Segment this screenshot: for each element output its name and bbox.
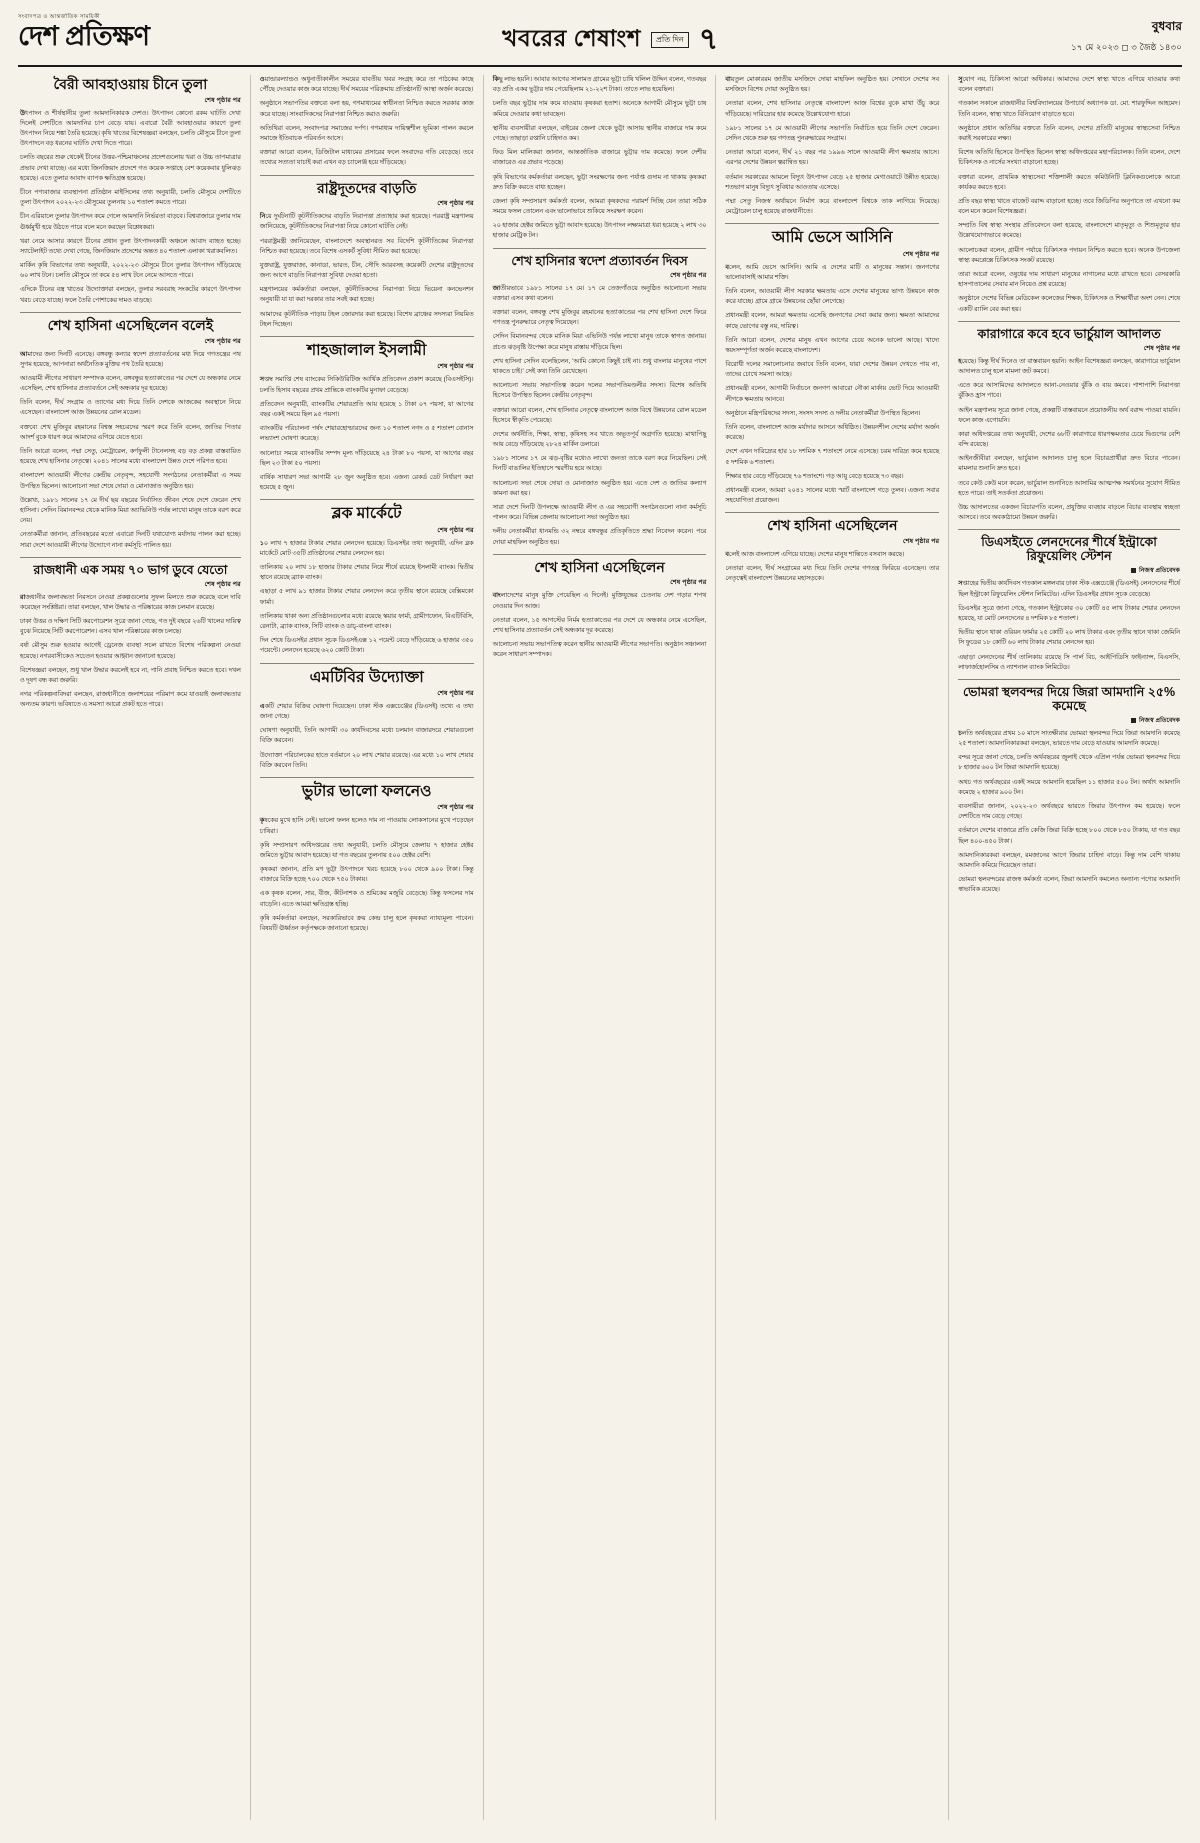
column-2 <box>251 75 484 1820</box>
divider <box>20 557 241 558</box>
weekday: বুধবার <box>1151 19 1182 33</box>
article-paragraph: ঘোষণা অনুযায়ী, তিনি আগামী ৩০ কার্যদিবসের মধ্যে চলমান বাজারদরে শেয়ারগুলো বিক্রি করবেন। <box>259 727 474 745</box>
article-paragraph: বক্তারা বলেন, বঙ্গবন্ধু শেখ মুজিবুর রহমানের হত্যাকাণ্ডের পর শেখ হাসিনা দেশে ফিরে গণতন্ত্র পুনরুদ্ধারে নেতৃত্ব দিয়েছেন। <box>492 309 707 327</box>
column-1 <box>18 75 251 1820</box>
article-byline: শেষ পৃষ্ঠার পর <box>204 337 241 345</box>
brand-subtitle: সংবাদপত্র ও আন্তর্জাতিক সাময়িকী <box>18 14 100 20</box>
article-paragraph: উদ্যোক্তা পরিচালকের হাতে বর্তমানে ২০ লাখ শেয়ার রয়েছে। এর মধ্যে ১০ লাখ শেয়ার বিক্রি করবেন তিনি। <box>259 751 474 769</box>
masthead <box>18 14 1182 67</box>
article-paragraph: খরা নেমে আসার কারণে চীনের প্রধান তুলা উৎপাদনকারী অঞ্চলে আবাদ ব্যাহত হচ্ছে। স্যাটেলাইট তথ্যে দেখা গেছে, জিনজিয়াং প্রদেশের অন্তত ৪০ শতাংশ এলাকা খরাকবলিত। <box>20 237 241 255</box>
article-paragraph: ব্যবসায়ীরা জানান, ২০২২-২৩ অর্থবছরে ভারতে জিরার উৎপাদন কম হয়েছে। ফলে দেশটিতে দাম বেড়ে গেছে। <box>958 803 1180 821</box>
article-paragraph: উল্লেখ্য, ১৯৮১ সালের ১৭ মে দীর্ঘ ছয় বছরের নির্বাসিত জীবন শেষে দেশে ফেরেন শেখ হাসিনা। সেদিন বিমানবন্দর থেকে মানিক মিয়া অ্যাভিনিউ পর্যন্ত লাখো মানুষ তাকে বরণ করে নেয়। <box>20 496 241 525</box>
article-paragraph: তিনি আরো বলেন, দেশের মানুষ এখন আগের চেয়ে অনেক ভালো আছে। খাদ্যে স্বয়ংসম্পূর্ণতা অর্জন করেছে বাংলাদেশ। <box>725 336 940 354</box>
article-paragraph: বর্ষা মৌসুম শুরু হওয়ার আগেই ড্রেনেজ ব্যবস্থা সচল রাখতে বিশেষ পরিকল্পনা নেওয়া হয়েছে। নগরবাসীকেও সচেতন হওয়ার আহ্বান জানানো হয়েছে। <box>20 642 241 660</box>
article-paragraph: পদ্মা সেতু নিজস্ব অর্থায়নে নির্মাণ করে বাংলাদেশ বিশ্বকে তাক লাগিয়ে দিয়েছে। মেট্রোরেল চালু হয়েছে রাজধানীতে। <box>725 197 940 216</box>
article-paragraph: বক্তারা বলেন, প্রাথমিক স্বাস্থ্যসেবা শক্তিশালী করতে কমিউনিটি ক্লিনিকগুলোকে আরো কার্যকর করতে হবে। <box>958 173 1180 191</box>
article-paragraph: বিরোধী দলের সমালোচনার জবাবে তিনি বলেন, যারা দেশের উন্নয়ন দেখতে পায় না, তাদের চোখে সমস্যা আছে। <box>725 361 940 379</box>
article-paragraph: আলোচকরা বলেন, গ্রামীণ পর্যায়ে চিকিৎসক পদায়ন নিশ্চিত করতে হবে। অনেক উপজেলা স্বাস্থ্য কমপ্লেক্সে চিকিৎসক সংকট রয়েছে। <box>958 246 1180 264</box>
article-headline[interactable]: আমি ভেসে আসিনি <box>772 229 893 247</box>
divider <box>260 777 474 778</box>
article-paragraph: ভোমরা স্থলবন্দরের রাজস্ব কর্মকর্তা বলেন, জিরা আমদানি কমলেও অন্যান্য পণ্যের আমদানি স্বাভাবিক রয়েছে। <box>958 876 1180 894</box>
column-5 <box>949 75 1182 1820</box>
article-paragraph: নিয়ে দুর্ঘটনাটি কূটনীতিকদের বাড়তি নিরাপত্তা প্রত্যাহার করা হয়েছে। পররাষ্ট্র মন্ত্রণালয় জানিয়েছে, কূটনীতিকদের নিরাপত্তা নিয়ে কোনো ঘাটতি নেই। <box>259 213 474 231</box>
article-paragraph: কৃষি কর্মকর্তারা বলছেন, সরকারিভাবে ক্রয় কেন্দ্র চালু হলে কৃষকরা ন্যায্যমূল্য পাবেন। বিষয়টি ঊর্ধ্বতন কর্তৃপক্ষকে জানানো হয়েছে। <box>259 914 474 933</box>
page-number: ৭ <box>698 23 719 56</box>
divider <box>958 679 1180 680</box>
article-paragraph: হয়েছে। কিন্তু দীর্ঘ দিনেও তা বাস্তবায়ন হয়নি। আইন বিশেষজ্ঞরা বলছেন, কারাগারে ভার্চুয়াল আদালত চালু হলে মামলা জট কমবে। <box>958 357 1180 375</box>
article-paragraph: তারা আরো বলেন, ওষুধের দাম সাধারণ মানুষের নাগালের মধ্যে রাখতে হবে। বেসরকারি হাসপাতালের সেবার মান নিয়েও প্রশ্ন রয়েছে। <box>958 271 1180 289</box>
article-paragraph: বায়তুল মোকাররম জাতীয় মসজিদে দোয়া মাহফিল অনুষ্ঠিত হয়। সেখানে দেশের সব মসজিদে বিশেষ দোয়া অনুষ্ঠিত হয়। <box>725 76 940 94</box>
section-header <box>502 20 718 59</box>
article-headline[interactable]: এমটিবির উদ্যোক্তা <box>309 668 424 686</box>
brand-name: দেশ প্রতিক্ষণ <box>18 21 150 51</box>
article-paragraph: বার্ষিক সাধারণ সভা আগামী ২৮ জুন অনুষ্ঠিত হবে। এজন্য রেকর্ড ডেট নির্ধারণ করা হয়েছে ৫ জুন। <box>259 473 474 492</box>
article-byline: শেষ পৃষ্ঠার পর <box>437 804 474 812</box>
section-title: খবরের শেষাংশ <box>502 25 641 51</box>
article-paragraph: আমদানিকারকরা বলছেন, রমজানের আগে জিরার চাহিদা বাড়ে। কিন্তু দাম বেশি থাকায় আমদানি কমিয়ে দিয়েছেন তারা। <box>958 851 1180 869</box>
article-credit <box>958 565 1180 576</box>
article-byline: শেষ পৃষ্ঠার পর <box>437 526 474 534</box>
article-paragraph: চলতি বছরের শুরু থেকেই চীনের উত্তর-পশ্চিমাঞ্চলের প্রদেশগুলোয় খরা ও উচ্চ তাপমাত্রার প্রভাব দেখা যাচ্ছে। এর মধ্যে জিনজিয়াং প্রদেশে গত কয়েক সপ্তাহে বেশ কয়েকবার ধুলিঝড় হয়েছে। এতে তুলার আবাদ ব্যাপক ক্ষতিগ্রস্ত হয়েছে। <box>20 154 241 182</box>
article-paragraph: নেতাকর্মীরা জানান, প্রতিবছরের মতো এবারো দিনটি যথাযোগ্য মর্যাদায় পালন করা হচ্ছে। সারা দেশে আওয়ামী লীগের উদ্যোগে নানা কর্মসূচি পালিত হয়। <box>20 531 241 549</box>
article-paragraph: দ্বিতীয় স্থানে থাকা ওরিয়ন ফার্মার ২৫ কোটি ২০ লাখ টাকার এবং তৃতীয় স্থানে থাকা জেমিনি সি ফুডের ১৮ কোটি ৬০ লাখ টাকার শেয়ার লেনদেন হয়। <box>958 629 1180 647</box>
column-4 <box>716 75 949 1820</box>
article-paragraph: কৃষি বিভাগের কর্মকর্তারা বলছেন, ভুট্টা সংরক্ষণের জন্য পর্যাপ্ত গুদাম না থাকায় কৃষকরা দ্রুত বিক্রি করতে বাধ্য হচ্ছেন। <box>492 173 707 191</box>
article-paragraph: শেখ হাসিনা সেদিন বলেছিলেন, 'আমি কোনো কিছুই চাই না। শুধু বাংলার মানুষের পাশে থাকতে চাই।' সেই কথা তিনি রেখেছেন। <box>492 357 707 375</box>
article-paragraph: বর্তমান সরকারের আমলে বিদ্যুৎ উৎপাদন বেড়ে ২৫ হাজার মেগাওয়াটে উন্নীত হয়েছে। শতভাগ মানুষ বিদ্যুৎ সুবিধার আওতায় এসেছে। <box>725 173 940 191</box>
divider <box>958 321 1180 322</box>
article-credit <box>958 715 1180 726</box>
article-paragraph: উচ্চ আদালতের একজন বিচারপতি বলেন, প্রযুক্তির ব্যবহার বাড়লে বিচার ব্যবস্থায় স্বচ্ছতা আসবে। তবে অবকাঠামো উন্নয়ন জরুরি। <box>958 504 1180 522</box>
article-paragraph: আইন মন্ত্রণালয় সূত্রে জানা গেছে, প্রকল্পটি বাস্তবায়নে প্রয়োজনীয় অর্থ বরাদ্দ পাওয়া যায়নি। ফলে কাজ এগোয়নি। <box>958 406 1180 424</box>
article-paragraph: প্রতি বছর স্বাস্থ্য খাতে বাজেট বরাদ্দ বাড়ানো হচ্ছে। তবে জিডিপির অনুপাতে তা এখনো কম বলে মনে করেন বিশেষজ্ঞরা। <box>958 197 1180 216</box>
article-byline: শেষ পৃষ্ঠার পর <box>902 250 940 258</box>
article-paragraph: স্থানীয় ব্যবসায়ীরা বলছেন, বাইরের জেলা থেকে ভুট্টা আসায় স্থানীয় বাজারে দাম কমে গেছে। তাছাড়া রপ্তানি চাহিদাও কম। <box>492 124 707 142</box>
article-paragraph: যুক্তরাষ্ট্র, যুক্তরাজ্য, কানাডা, ভারত, চীন, সৌদি আরবসহ কয়েকটি দেশের রাষ্ট্রদূতদের জন্য আগে বাড়তি নিরাপত্তা সুবিধা দেওয়া হতো। <box>259 261 474 280</box>
article-paragraph: ১৯৮১ সালের ১৭ মে আওয়ামী লীগের সভাপতি নির্বাচিত হয়ে তিনি দেশে ফেরেন। সেদিন থেকে শুরু হয় গণতন্ত্র পুনরুদ্ধারের সংগ্রাম। <box>725 124 940 142</box>
article-paragraph: বাংলাদেশ আওয়ামী লীগের কেন্দ্রীয় নেতৃবৃন্দ, সহযোগী সংগঠনের নেতাকর্মীরা এ সময় উপস্থিত ছিলেন। আলোচনা সভা শেষে দোয়া ও মোনাজাত অনুষ্ঠিত হয়। <box>20 472 241 490</box>
article-paragraph: চলতি অর্থবছরের প্রথম ১০ মাসে সাতক্ষীরার ভোমরা স্থলবন্দর দিয়ে জিরা আমদানি কমেছে ২৫ শতাংশ। আমদানিকারকরা বলছেন, ভারতে দাম বেড়ে যাওয়ায় আমদানি কমেছে। <box>958 729 1180 748</box>
article-paragraph: তালিকায় থাকা অন্য প্রতিষ্ঠানগুলোর মধ্যে রয়েছে স্কয়ার ফার্মা, গ্রামীণফোন, বিএটিবিসি, রেনাটা, ব্র্যাক ব্যাংক, সিটি ব্যাংক ও ডাচ্-বাংলা ব্যাংক। <box>259 612 474 630</box>
article-paragraph: অনুষ্ঠানে দেশের বিভিন্ন মেডিকেল কলেজের শিক্ষক, চিকিৎসক ও শিক্ষার্থীরা অংশ নেন। শেষে একটি র‍্যালি বের করা হয়। <box>958 295 1180 313</box>
article-paragraph: আলোচনা সভায় সভাপতিত্ব করেন স্থানীয় আওয়ামী লীগের সভাপতি। অনুষ্ঠান সঞ্চালনা করেন সাধারণ সম্পাদক। <box>492 641 707 659</box>
article-headline[interactable]: শেখ হাসিনা এসেছিলেন বলেই <box>47 316 214 333</box>
article-paragraph: বলেন, আমি ভেসে আসিনি। আমি এ দেশের মাটি ও মানুষের সন্তান। জনগণের ভালোবাসাই আমার শক্তি। <box>725 263 940 281</box>
article-paragraph: কারা অধিদপ্তরের তথ্য অনুযায়ী, দেশের ৬৮টি কারাগারে ধারণক্ষমতার চেয়ে দ্বিগুণের বেশি বন্দি রয়েছে। <box>958 430 1180 449</box>
article-paragraph: বক্তব্যে শেখ মুজিবুর রহমানের বিশ্বস্ত সহচরদের স্মরণ করে তিনি বলেন, জাতির পিতার আদর্শ বুকে ধারণ করে আমাদের এগিয়ে যেতে হবে। <box>20 423 241 441</box>
divider <box>260 175 474 176</box>
article-paragraph: প্রধানমন্ত্রী বলেন, আমরা ক্ষমতায় এসেছি জনগণের সেবা করার জন্য। ক্ষমতা আমাদের কাছে ভোগের বস্তু নয়, দায়িত্ব। <box>725 312 940 330</box>
article-paragraph: দিন শেষে ডিএসইর প্রধান সূচক ডিএসইএক্স ১২ পয়েন্ট বেড়ে দাঁড়িয়েছে ৬ হাজার ৩৫০ পয়েন্টে। লেনদেন হয়েছে ৬২০ কোটি টাকা। <box>259 637 474 655</box>
article-byline: শেষ পৃষ্ঠার পর <box>670 271 707 279</box>
article-headline[interactable]: রাষ্ট্রদূতদের বাড়তি <box>316 179 417 196</box>
credit-text: নিজস্ব প্রতিবেদক <box>1138 567 1180 575</box>
column-3 <box>484 75 717 1820</box>
article-paragraph: এছাড়া ৫ লাখ ৯১ হাজার টাকার শেয়ার লেনদেন করে তৃতীয় স্থানে রয়েছে বেক্সিমকো ফার্মা। <box>259 588 474 606</box>
article-paragraph: বাংলাদেশের মানুষ মুক্তি পেয়েছিল এ দিনেই। মুক্তিযুদ্ধের চেতনায় দেশ গড়ার শপথ নেওয়ার দিন আজ। <box>492 592 707 610</box>
article-paragraph: প্রধানমন্ত্রী বলেন, আগামী নির্বাচনে জনগণ আবারো নৌকা মার্কায় ভোট দিয়ে আওয়ামী লীগকে ক্ষমতায় আনবে। <box>725 385 940 403</box>
article-paragraph: বলেই আজ বাংলাদেশ এগিয়ে যাচ্ছে। দেশের মানুষ শান্তিতে বসবাস করছে। <box>725 551 905 559</box>
article-paragraph: আলোচনা সভা শেষে দোয়া ও মোনাজাত অনুষ্ঠিত হয়। এতে দেশ ও জাতির কল্যাণ কামনা করা হয়। <box>492 479 707 497</box>
article-paragraph: একটি শেয়ার বিক্রির ঘোষণা দিয়েছেন। ঢাকা স্টক এক্সচেঞ্জের (ডিএসই) তথ্যে এ তথ্য জানা গেছে। <box>259 702 474 721</box>
article-paragraph: মন্ত্রণালয়ের কর্মকর্তারা বলছেন, কূটনীতিকদের নিরাপত্তা নিয়ে ভিয়েনা কনভেনশন অনুযায়ী যা যা করা দরকার তার সবই করা হচ্ছে। <box>259 286 474 304</box>
article-headline[interactable]: ব্লক মার্কেটে <box>331 505 402 523</box>
credit-text: নিজস্ব প্রতিবেদক <box>1138 716 1180 724</box>
article-paragraph: তিনি আরো বলেন, পদ্মা সেতু, মেট্রোরেল, কর্ণফুলী টানেলসহ বড় বড় প্রকল্প বাস্তবায়িত হয়েছে শেখ হাসিনার নেতৃত্বে। ২০৪১ সালের মধ্যে বাংলাদেশ উন্নত দেশে পরিণত হবে। <box>20 448 241 466</box>
article-headline[interactable]: ভোমরা স্থলবন্দর দিয়ে জিরা আমদানি ২৫% কমেছে <box>963 684 1176 713</box>
article-paragraph: অনুষ্ঠানে মন্ত্রিপরিষদের সদস্য, সংসদ সদস্য ও দলীয় নেতাকর্মীরা উপস্থিত ছিলেন। <box>725 409 921 417</box>
article-paragraph: জাতীয়ভাবে ১৯৮১ সালের ১৭ মে। ১৭ মে তেজগাঁওয়ে অনুষ্ঠিত আলোচনা সভায় বক্তারা এসব কথা বলেন। <box>492 284 707 302</box>
article-byline: শেষ পৃষ্ঠার পর <box>204 580 241 588</box>
article-paragraph: বিশেষজ্ঞরা বলছেন, শুধু খাল উদ্ধার করলেই হবে না, পানি প্রবাহ নিশ্চিত করতে হবে। দখল ও দূষণ বন্ধ করা জরুরি। <box>20 666 241 685</box>
divider <box>725 512 939 513</box>
article-paragraph: এছাড়া লেনদেনের শীর্ষ তালিকায় রয়েছে সি পার্ল বিচ, আইপিডিসি ফাইন্যান্স, বিএসসি, লাফার্জহোলসিম ও ন্যাশনাল ব্যাংক লিমিটেড। <box>958 653 1180 671</box>
date-block <box>1071 18 1182 55</box>
article-paragraph: সেদিন বিমানবন্দর থেকে মানিক মিয়া এভিনিউ পর্যন্ত লাখো মানুষ তাকে স্বাগত জানায়। প্রচণ্ড ঝড়বৃষ্টি উপেক্ষা করে মানুষ রাস্তায় দাঁড়িয়ে ছিল। <box>492 333 707 351</box>
article-paragraph: এতে করে আসামিদের আদালতে আনা-নেওয়ার ঝুঁকি ও ব্যয় কমবে। পাশাপাশি নিরাপত্তা ঝুঁকিও হ্রাস পাবে। <box>958 382 1180 400</box>
article-paragraph: সারা দেশে দিনটি উপলক্ষে আওয়ামী লীগ ও এর সহযোগী সংগঠনগুলো নানা কর্মসূচি পালন করে। বিভিন্ন জেলায় আলোচনা সভা অনুষ্ঠিত হয়। <box>492 504 707 522</box>
article-paragraph: আমাদের কূটনীতিক পাড়ায় টহল জোরদার করা হয়েছে। বিশেষ ব্রাঞ্চের সদস্যরা নিয়মিত টহল দিচ্ছেন। <box>259 310 474 328</box>
article-paragraph: ১৯৮১ সালের ১৭ মে ঝড়-বৃষ্টির মধ্যেও লাখো জনতা তাকে বরণ করে নিয়েছিল। সেই দিনটি বাঙালির ইতিহাসে স্মরণীয় হয়ে আছে। <box>492 455 707 473</box>
article-paragraph: ওয়ান্ডারল্যান্ডও অধুনাতীকালীন সময়ের যাবতীয় খবর সংগ্রহ করে তা পাঠকের কাছে পৌঁছে দেওয়ার কাজ করে যাচ্ছে। দীর্ঘ সময়ের পরিক্রমায় প্রতিষ্ঠানটি আস্থা অর্জন করেছে। <box>259 76 474 94</box>
article-paragraph: বন্দর সূত্রে জানা গেছে, চলতি অর্থবছরের জুলাই থেকে এপ্রিল পর্যন্ত ভোমরা স্থলবন্দর দিয়ে ৮ হাজার ৬০০ টন জিরা আমদানি হয়েছে। <box>958 754 1180 772</box>
article-paragraph: নগর পরিকল্পনাবিদরা বলছেন, রাজধানীতে জলাশয়ের পরিমাণ কমে যাওয়াই জলাবদ্ধতার অন্যতম কারণ। ভবিষ্যতে এ সমস্যা আরো প্রকট হতে পারে। <box>20 691 241 709</box>
article-paragraph: রাজধানীর জলাবদ্ধতা নিরসনে নেওয়া প্রকল্পগুলোর সুফল মিলতে শুরু করেছে বলে দাবি করেছেন সংশ্লিষ্টরা। তারা বলছেন, খাল উদ্ধার ও পরিষ্কারের কাজ চলমান রয়েছে। <box>20 593 241 611</box>
article-paragraph: চীনে পণ্যবাজার ব্যবস্থাপনা প্রতিষ্ঠান মাইসিলের তথ্য অনুযায়ী, চলতি মৌসুমে দেশটিতে তুলা উৎপাদন ২০২২-২৩ মৌসুমের তুলনায় ১০ শতাংশ কমতে পারে। <box>20 188 241 207</box>
article-paragraph: ব্যাংকটির পরিচালনা পর্ষদ শেয়ারহোল্ডারদের জন্য ১০ শতাংশ নগদ ও ৫ শতাংশ বোনাস লভ্যাংশ ঘোষণা করেছে। <box>259 425 474 443</box>
article-paragraph: বক্তারা আরো বলেন, ডিজিটাল মাধ্যমের প্রসারের ফলে সংবাদের গতি বেড়েছে। তবে তথ্যের সত্যতা যাচাই করা এখন বড় চ্যালেঞ্জ হয়ে দাঁড়িয়েছে। <box>259 149 474 167</box>
article-paragraph: ফিড মিল মালিকরা জানান, আন্তর্জাতিক বাজারে ভুট্টার দাম কমেছে। ফলে দেশীয় বাজারেও এর প্রভাব পড়েছে। <box>492 149 707 167</box>
article-byline: শেষ পৃষ্ঠার পর <box>437 200 474 208</box>
article-paragraph: ১০ লাখ ৭ হাজার টাকার শেয়ার লেনদেন হয়েছে। ডিএসইর তথ্য অনুযায়ী, এদিন ব্লক মার্কেটে মোট ৩৫টি প্রতিষ্ঠানের শেয়ার লেনদেন হয়। <box>259 539 474 557</box>
brand-logo <box>18 14 149 50</box>
page-badge: প্রতি দিন <box>651 32 689 48</box>
article-paragraph: তিনি বলেন, আওয়ামী লীগ সরকার ক্ষমতায় এসে দেশের মানুষের ভাগ্য উন্নয়নে কাজ করে যাচ্ছে। গ্রামে গ্রামে উন্নয়নের ছোঁয়া লেগেছে। <box>725 287 940 306</box>
article-paragraph: অনুষ্ঠানে সভাপতির বক্তব্যে বলা হয়, গণমাধ্যমের স্বাধীনতা নিশ্চিত করতে সরকার কাজ করে যাচ্ছে। সাংবাদিকদের নিরাপত্তা নিশ্চিত করাও জরুরি। <box>259 100 474 118</box>
bullet-square-icon <box>1131 718 1136 723</box>
article-paragraph: জেলা কৃষি সম্প্রসারণ কর্মকর্তা বলেন, আমরা কৃষকদের পরামর্শ দিচ্ছি যেন তারা সঠিক সময়ে ফসল তোলেন এবং ভালোভাবে শুকিয়ে সংরক্ষণ করেন। <box>492 197 707 216</box>
article-paragraph: আলোচনা সভায় সভাপতিত্ব করেন দলের সভাপতিমণ্ডলীর সদস্য। বিশেষ অতিথি হিসেবে উপস্থিত ছিলেন কেন্দ্রীয় নেতৃবৃন্দ। <box>492 382 707 400</box>
divider <box>260 663 474 664</box>
article-paragraph: এদিকে চীনের বস্ত্র খাতের উদ্যোক্তারা বলছেন, তুলার সরবরাহ সংকটের কারণে উৎপাদন খরচ বেড়ে যাচ্ছে। ফলে তৈরি পোশাকের দামও বাড়ছে। <box>20 286 241 304</box>
article-paragraph: সপ্তম্ব সমাপ্তি শেষ ব্যাংকের সিকিউরিটিজ আর্থিক প্রতিবেদন প্রকাশ করেছে (বিএসইসি)। চলতি হিসাব বছরের প্রথম প্রান্তিকে ব্যাংকটির মুনাফা বেড়েছে। <box>259 376 474 394</box>
article-paragraph: তালিকায় ২০ লাখ ১৮ হাজার টাকার শেয়ার নিয়ে শীর্ষে রয়েছে ইসলামী ব্যাংক। দ্বিতীয় স্থানে রয়েছে ব্র্যাক ব্যাংক। <box>259 564 474 582</box>
article-byline: শেষ পৃষ্ঠার পর <box>437 363 474 371</box>
article-paragraph: চীন এরিয়ালে তুলার উৎপাদন কমে গেলে আমদানি নির্ভরতা বাড়বে। বিশ্ববাজারে তুলার দাম ঊর্ধ্বমুখী হয়ে উঠতে পারে বলে মনে করছেন বিশ্লেষকরা। <box>20 213 241 231</box>
divider <box>493 248 707 249</box>
article-paragraph: কৃষকের মুখে হাসি নেই। ভালো ফলন হলেও দাম না পাওয়ায় লোকসানের মুখে পড়েছেন চাষিরা। <box>259 817 474 835</box>
article-paragraph: নেতারা বলেন, দীর্ঘ সংগ্রামের মধ্য দিয়ে তিনি দেশের গণতন্ত্র ফিরিয়ে এনেছেন। তার নেতৃত্বেই বাংলাদেশ উন্নয়নের মহাসড়কে। <box>725 565 940 583</box>
article-byline: শেষ পৃষ্ঠার পর <box>902 538 940 546</box>
article-paragraph: ২০ হাজার হেক্টর জমিতে ভুট্টা আবাদ হয়েছে। উৎপাদন লক্ষ্যমাত্রা ধরা হয়েছে ২ লাখ ৩০ হাজার মেট্রিক টন। <box>492 222 707 240</box>
article-paragraph: চলতি বছর ভুট্টার দাম কমে যাওয়ায় কৃষকরা হতাশ। অনেকে আগামী মৌসুমে ভুট্টা চাষ কমিয়ে দেওয়ার কথা ভাবছেন। <box>492 100 707 118</box>
article-headline[interactable]: শেখ হাসিনার স্বদেশ প্রত্যাবর্তন দিবস <box>511 253 688 268</box>
article-paragraph: কৃষি সম্প্রসারণ অধিদপ্তরের তথ্য অনুযায়ী, চলতি মৌসুমে জেলায় ৭ হাজার হেক্টর জমিতে ভুট্টার আবাদ হয়েছে। যা গত বছরের তুলনায় ৫০০ হেক্টর বেশি। <box>259 841 474 859</box>
article-paragraph: নেতারা আরো বলেন, দীর্ঘ ২১ বছর পর ১৯৯৬ সালে আওয়ামী লীগ ক্ষমতায় আসে। এরপর দেশের উন্নয়ন ত্বরান্বিত হয়। <box>725 149 940 167</box>
divider <box>958 529 1180 530</box>
article-byline: শেষ পৃষ্ঠার পর <box>437 689 474 697</box>
article-headline[interactable]: বৈরী আবহাওয়ায় চীনে তুলা <box>53 76 208 92</box>
article-byline: শেষ পৃষ্ঠার পর <box>204 96 241 104</box>
bullet-square-icon <box>1131 568 1136 573</box>
article-headline[interactable]: রাজধানী এক সময় ৭০ ভাগ ডুবে যেতো <box>33 562 228 577</box>
article-byline: শেষ পৃষ্ঠার পর <box>1143 344 1180 352</box>
article-paragraph: তবে কেউ কেউ মনে করেন, ভার্চুয়াল শুনানিতে আসামির আত্মপক্ষ সমর্থনের সুযোগ সীমিত হতে পারে। তাই সতর্কতা প্রয়োজন। <box>958 479 1180 497</box>
article-paragraph: আলোচ্য সময়ে ব্যাংকটির সম্পদ মূল্য দাঁড়িয়েছে ২৪ টাকা ৮০ পয়সা, যা আগের বছর ছিল ২৩ টাকা ৫০ পয়সা। <box>259 449 474 467</box>
article-paragraph: কিছু লাভ হয়নি। আবার আগের সালামত গ্রামের ভূট্টা চাষি খলিল উদ্দিন বলেন, গতবছর বড় প্রতি একর ভুট্টার দাম পেয়েছিলাম ২১-২২শ টাকা। তাতে লাভ হয়েছিল। <box>492 76 707 94</box>
article-paragraph: ঢাকা উত্তর ও দক্ষিণ সিটি করপোরেশন সূত্রে জানা গেছে, গত দুই বছরে ২৬টি খালের দায়িত্ব বুঝে নিয়েছে সিটি করপোরেশন। এসব খাল পরিষ্কারের কাজ চলছে। <box>20 618 241 636</box>
article-paragraph: তিনি বলেন, দীর্ঘ সংগ্রাম ও ত্যাগের মধ্য দিয়ে তিনি দেশকে আজকের অবস্থানে নিয়ে এসেছেন। বাংলাদেশ আজ উন্নয়নের রোল মডেল। <box>20 399 241 417</box>
article-headline[interactable]: শেখ হাসিনা এসেছিলেন <box>534 558 665 575</box>
article-columns <box>18 75 1182 1820</box>
article-paragraph: দেশে এখন দারিদ্র্যের হার ১৮ দশমিক ৭ শতাংশে নেমে এসেছে। চরম দারিদ্র্য কমে হয়েছে ৫ দশমিক ৬ শতাংশ। <box>725 448 940 466</box>
divider <box>493 554 707 555</box>
article-paragraph: মার্কিন কৃষি বিভাগের তথ্য অনুযায়ী, ২০২২-২৩ মৌসুমে চীনে তুলার উৎপাদন দাঁড়িয়েছে ৬০ লাখ টনে। চলতি মৌসুমে তা কমে ৫৪ লাখ টনে নেমে আসতে পারে। <box>20 262 241 280</box>
article-paragraph: আমাদের জন্য দিনটি এনেছে। বঙ্গবন্ধু কন্যার স্বদেশ প্রত্যাবর্তনের মধ্য দিয়ে গণতন্ত্রের পথ সুগম হয়েছে, আপনারা অর্থনৈতিক মুক্তির পথ তৈরি হয়েছে। <box>20 350 241 368</box>
article-headline[interactable]: কারাগারে কবে হবে ভার্চুয়াল আদালত <box>977 326 1161 341</box>
article-paragraph: দলীয় নেতাকর্মীরা ধানমন্ডি ৩২ নম্বরে বঙ্গবন্ধুর প্রতিকৃতিতে শ্রদ্ধা নিবেদন করেন। পরে দোয়া মাহফিল অনুষ্ঠিত হয়। <box>492 528 707 546</box>
article-paragraph: নেতারা বলেন, শেখ হাসিনার নেতৃত্বে বাংলাদেশ আজ বিশ্বের বুকে মাথা উঁচু করে দাঁড়িয়েছে। দারিদ্র্যের হার কমেছে উল্লেখযোগ্য হারে। <box>725 100 940 118</box>
article-paragraph: বক্তারা আরো বলেন, শেখ হাসিনার নেতৃত্বে বাংলাদেশ আজ বিশ্বে উন্নয়নের রোল মডেল হিসেবে স্বীকৃতি পেয়েছে। <box>492 406 707 424</box>
article-headline[interactable]: ভুটার ভালো ফলনেও <box>301 783 432 800</box>
article-paragraph: আইনজীবীরা বলছেন, ভার্চুয়াল আদালত চালু হলে বিচারপ্রার্থীরা দ্রুত বিচার পাবেন। মামলার শুনানি দ্রুত হবে। <box>958 455 1180 473</box>
date-text: ১৭ মে ২০২৩ ◻ ৩ জৈষ্ঠ ১৪৩০ <box>1071 42 1182 52</box>
article-paragraph: দেশের অর্থনীতি, শিক্ষা, স্বাস্থ্য, কৃষিসহ সব খাতে অভূতপূর্ব অগ্রগতি হয়েছে। মাথাপিছু আয় বেড়ে দাঁড়িয়েছে ২৮২৪ মার্কিন ডলারে। <box>492 430 707 449</box>
article-paragraph: কৃষকরা জানান, প্রতি মণ ভুট্টা উৎপাদনে খরচ হয়েছে ৮০০ থেকে ৯০০ টাকা। কিন্তু বাজারে বিক্রি হচ্ছে ৭০০ থেকে ৭৫০ টাকায়। <box>259 866 474 884</box>
article-paragraph: তিনি বলেন, বাংলাদেশ আজ মর্যাদার আসনে অধিষ্ঠিত। উন্নয়নশীল দেশের মর্যাদা অর্জন করেছে। <box>725 424 940 442</box>
article-paragraph: বিশেষ অতিথি হিসেবে উপস্থিত ছিলেন স্বাস্থ্য অধিদপ্তরের মহাপরিচালক। তিনি বলেন, দেশে চিকিৎসক ও নার্সের সংখ্যা বাড়ানো হচ্ছে। <box>958 149 1180 167</box>
article-paragraph: বর্তমানে দেশের বাজারে প্রতি কেজি জিরা বিক্রি হচ্ছে ৮০০ থেকে ৮৫০ টাকায়, যা গত বছর ছিল ৪০০-৪৫০ টাকা। <box>958 827 1180 845</box>
article-headline[interactable]: ডিএসইতে লেনদেনের শীর্ষে ইন্ট্রাকো রিফুয়েলিং স্টেশন <box>981 535 1157 564</box>
article-paragraph: সপ্তাহের দ্বিতীয় কার্যদিবস গতকাল মঙ্গলবার ঢাকা স্টক এক্সচেঞ্জে (ডিএসই) লেনদেনের শীর্ষে ছিল ইন্ট্রাকো রিফুয়েলিং স্টেশন লিমিটেড। এদিন ডিএসইর প্রধান সূচক বেড়েছে। <box>958 580 1180 598</box>
article-paragraph: পররাষ্ট্রমন্ত্রী জানিয়েছেন, বাংলাদেশে অবস্থানরত সব বিদেশি কূটনীতিকের নিরাপত্তা নিশ্চিত করা হয়েছে। তবে বিশেষ এসকর্ট সুবিধা সীমিত করা হয়েছে। <box>259 237 474 255</box>
article-paragraph: প্রধানমন্ত্রী বলেন, আমরা ২০৪১ সালের মধ্যে স্মার্ট বাংলাদেশ গড়ে তুলব। এজন্য সবার সহযোগিতা প্রয়োজন। <box>725 486 940 505</box>
article-paragraph: অতিথিরা বলেন, সংবাদপত্র সমাজের দর্পণ। গণমাধ্যম দায়িত্বশীল ভূমিকা পালন করলে সমাজে ইতিবাচক পরিবর্তন আসে। <box>259 124 474 142</box>
article-paragraph: শিক্ষার হার বেড়ে দাঁড়িয়েছে ৭৬ শতাংশে। গড় আয়ু বেড়ে হয়েছে ৭৩ বছর। <box>725 472 904 480</box>
article-paragraph: উৎপাদন ও শীর্ষস্থানীয় তুলা আমদানিকারক দেশও। উৎপাদন কোনো রকম ঘাটতি দেখা দিলেই সেশটিতে আমদানির চাপ বেড়ে যায়। এবারো বৈরী আবহাওয়ার কারণে তুলা উৎপাদন নিয়ে শঙ্কা তৈরি হয়েছে। কৃষি খাতের বিশেষজ্ঞরা বলছেন, চলতি মৌসুমে চীনে তুলা উৎপাদনে বড় ধরনের ঘাটতি দেখা দিতে পারে। <box>20 109 241 148</box>
article-paragraph: আওয়ামী লীগের সাধারণ সম্পাদক বলেন, বঙ্গবন্ধুর হত্যাকাণ্ডের পর দেশে যে অন্ধকার নেমে এসেছিল, শেখ হাসিনার প্রত্যাবর্তনে সেই অন্ধকার দূর হয়েছে। <box>20 374 241 393</box>
article-byline: শেষ পৃষ্ঠার পর <box>670 579 707 587</box>
article-paragraph: সম্প্রতি বিশ্ব স্বাস্থ্য সংস্থার প্রতিবেদনে বলা হয়েছে, বাংলাদেশে মাতৃমৃত্যু ও শিশুমৃত্যুর হার উল্লেখযোগ্যভাবে কমেছে। <box>958 222 1180 240</box>
article-paragraph: সুযোগ নয়, চিকিৎসা আরো অধিকার। আমাদের দেশে স্বাস্থ্য খাতে এগিয়ে যাওয়ার কথা বলেন বক্তারা। <box>958 76 1180 94</box>
divider <box>725 223 939 224</box>
divider <box>260 336 474 337</box>
article-paragraph: নেতারা বলেন, ১৫ আগস্টের নির্মম হত্যাকাণ্ডের পর দেশে যে অন্ধকার নেমে এসেছিল, শেখ হাসিনার প্রত্যাবর্তন সেই অন্ধকার দূর করেছে। <box>492 616 707 634</box>
divider <box>260 499 474 500</box>
article-paragraph: প্রতিবেদন অনুযায়ী, ব্যাংকটির শেয়ারপ্রতি আয় হয়েছে ১ টাকা ০৭ পয়সা, যা আগের বছর একই সময়ে ছিল ৯৫ পয়সা। <box>259 400 474 418</box>
article-headline[interactable]: শেখ হাসিনা এসেছিলেন <box>767 517 898 534</box>
divider <box>20 312 241 313</box>
article-paragraph: গতকাল সকালে রাজধানীর বিশ্ববিদ্যালয়ের উপাচার্য অধ্যাপক ডা. মো. শারফুদ্দিন আহমেদ। তিনি বলেন, স্বাস্থ্য খাতে বিনিয়োগ বাড়াতে হবে। <box>958 100 1180 118</box>
article-paragraph: অনুষ্ঠানে প্রধান অতিথির বক্তব্যে তিনি বলেন, দেশের প্রতিটি মানুষের স্বাস্থ্যসেবা নিশ্চিত করাই সরকারের লক্ষ্য। <box>958 124 1180 142</box>
article-paragraph: এক কৃষক বলেন, সার, বীজ, কীটনাশক ও শ্রমিকের মজুরি বেড়েছে। কিন্তু ফসলের দাম বাড়েনি। এতে আমরা ক্ষতিগ্রস্ত হচ্ছি। <box>259 890 474 908</box>
article-paragraph: অথচ গত অর্থবছরের একই সময়ে আমদানি হয়েছিল ১১ হাজার ৫০০ টন। অর্থাৎ আমদানি কমেছে ২ হাজার ৯০০ টন। <box>958 778 1180 796</box>
article-headline[interactable]: শাহজালাল ইসলামী <box>306 342 427 360</box>
article-paragraph: ডিএসইর সূত্রে জানা গেছে, গতকাল ইন্ট্রাকোর ৩০ কোটি ৪৫ লাখ টাকার শেয়ার লেনদেন হয়েছে, যা মোট লেনদেনের ৪ দশমিক ৮৫ শতাংশ। <box>958 604 1180 622</box>
